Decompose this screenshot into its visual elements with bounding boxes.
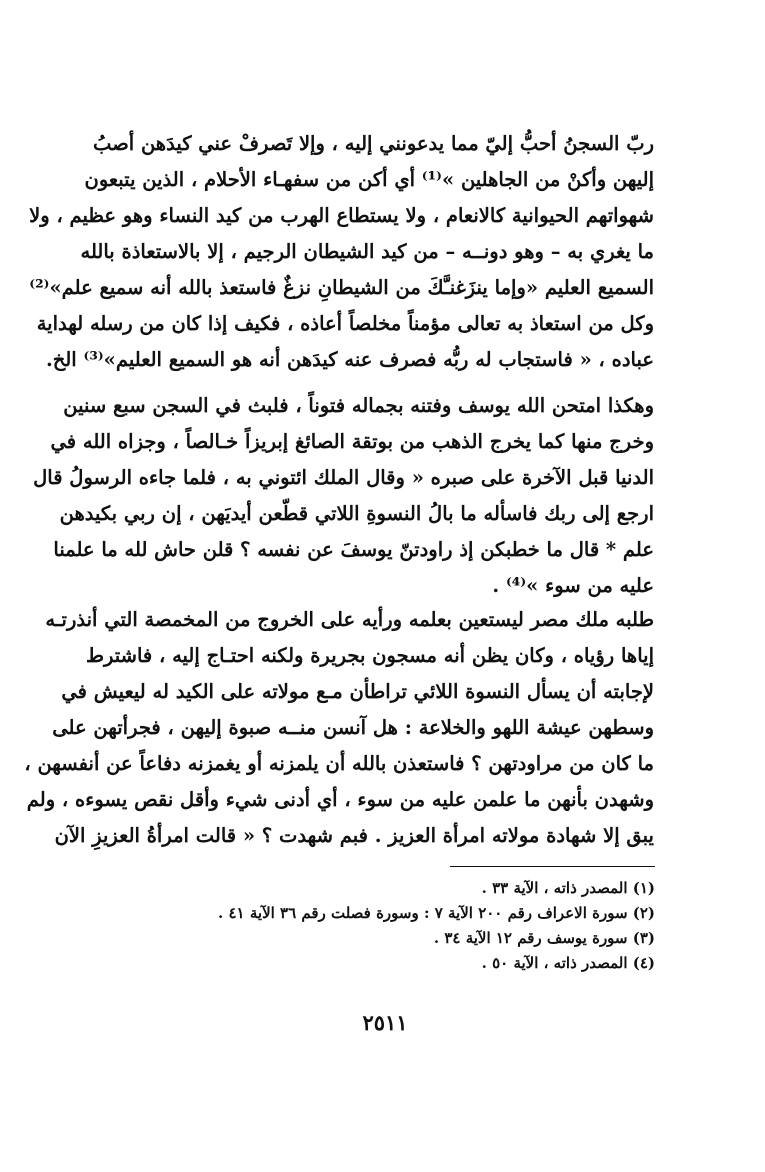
footnote-divider: [450, 866, 655, 867]
paragraph-line: وكل من استعاذ به تعالى مؤمناً مخلصاً أعاذه ، فكيف إذا كان من رسله لهداية: [36, 312, 654, 335]
paragraph-line: ربّ السجنُ أحبُّ إليّ مما يدعونني إليه ، وإلا تَصرفْ عني كيدَهن أصبُ: [93, 132, 654, 155]
footnote-3: (٣) سورة يوسف رقم ١٢ الآية ٣٤ .: [433, 929, 655, 947]
paragraph-line: إياها رؤياه ، وكان يظن أنه مسجون بجريرة ولكنه احتـاج إليه ، فاشترط: [85, 644, 654, 667]
footnote-1: (١) المصدر ذاته ، الآية ٣٣ .: [481, 879, 655, 897]
paragraph-line: ارجع إلى ربك فاسأله ما بالُ النسوةِ اللاتي قطّعن أيديَهن ، إن ربي بكيدهن: [59, 502, 654, 525]
paragraph-line: ما يغري به – وهو دونــه – من كيد الشيطان الرجيم ، إلا بالاستعاذة بالله: [80, 240, 654, 263]
paragraph-line: وشهدن بأنهن ما علمن عليه من سوء ، أي أدنى شيء وأقل نقص يسوءه ، ولم: [26, 788, 654, 811]
paragraph-line: علم * قال ما خطبكن إذ راودتنّ يوسفَ عن نفسه ؟ قلن حاش لله ما علمنا: [53, 538, 654, 561]
page-number: ٢٥١١: [362, 1010, 408, 1035]
footnotes: [150, 876, 655, 976]
paragraph-line: طلبه ملك مصر ليستعين بعلمه ورأيه على الخروج من المخمصة التي أنذرتـه: [45, 608, 654, 631]
paragraph-line: وخرج منها كما يخرج الذهب من بوتقة الصائغ إبريزاً خـالصاً ، وجزاه الله في: [50, 430, 654, 453]
paragraph-line: ما كان من مراودتهن ؟ فاستعذن بالله أن يلمزنه أو يغمزنه دفاعاً عن أنفسهن ،: [24, 752, 654, 775]
footnote-2: (٢) سورة الاعراف رقم ٢٠٠ الآية ٧ : وسورة فصلت رقم ٣٦ الآية ٤١ .: [218, 904, 655, 922]
paragraph-2: [33, 388, 654, 604]
paragraph-line: الدنيا قبل الآخرة على صبره « وقال الملك ائتوني به ، فلما جاءه الرسولُ قال: [33, 466, 654, 489]
paragraph-line: عباده ، « فاستجاب له ربُّه فصرف عنه كيدَهن أنه هو السميع العليم»⁽³⁾ الخ.: [45, 348, 654, 371]
paragraph-line: وهكذا امتحن الله يوسف وفتنه بجماله فتوناً ، فلبث في السجن سبع سنين: [63, 394, 654, 417]
paragraph-line: شهواتهم الحيوانية كالانعام ، ولا يستطاع الهرب من كيد النساء وهو عظيم ، ولا: [29, 204, 654, 227]
paragraph-line: عليه من سوء »⁽⁴⁾ .: [492, 574, 654, 597]
paragraph-line: وسطهن عيشة اللهو والخلاعة : هل آنسن منــه صبوة إليهن ، فجرأتهن على: [52, 716, 654, 739]
paragraph-3: [24, 602, 654, 854]
paragraph-line: إليهن وأكنْ من الجاهلين »⁽¹⁾ أي أكن من سفهـاء الأحلام ، الذين يتبعون: [84, 168, 654, 191]
paragraph-line: يبق إلا شهادة مولاته امرأة العزيز . فبم شهدت ؟ « قالت امرأةُ العزيزِ الآن: [54, 824, 654, 847]
paragraph-line: السميع العليم «وإما ينزَغنـَّكَ من الشيطانِ نزغٌ فاستعذ بالله أنه سميع علم»⁽²⁾: [29, 276, 654, 299]
footnote-4: (٤) المصدر ذاته ، الآية ٥٠ .: [481, 954, 655, 972]
paragraph-1: [29, 126, 654, 378]
paragraph-line: لإجابته أن يسأل النسوة اللائي تراطأن مـع مولاته على الكيد له ليعيش في: [61, 680, 654, 703]
